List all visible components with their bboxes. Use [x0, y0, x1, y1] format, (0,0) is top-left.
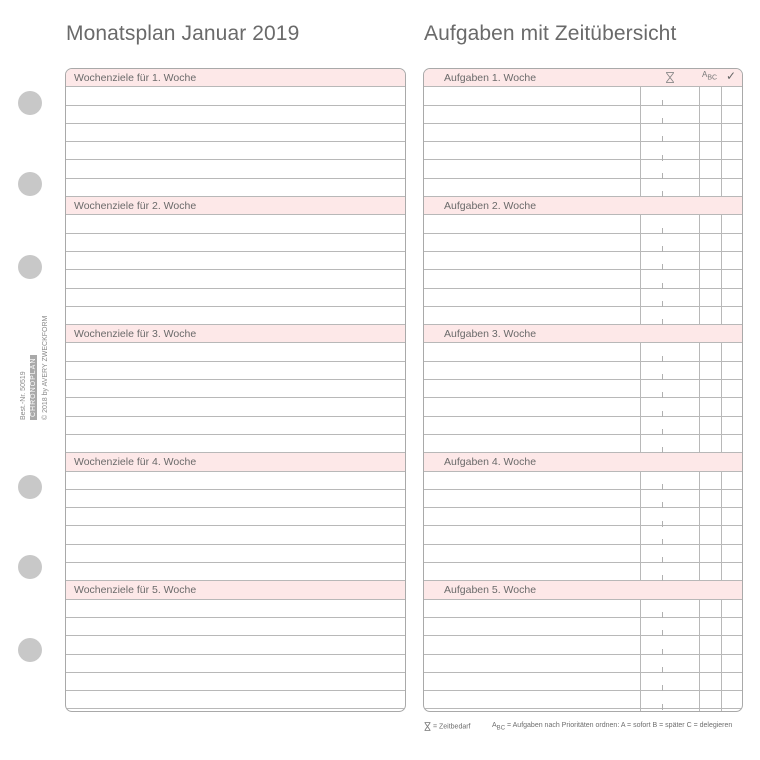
goals-line[interactable] — [66, 691, 405, 709]
tasks-line[interactable] — [424, 527, 742, 545]
tasks-line[interactable] — [424, 215, 742, 233]
goals-line[interactable] — [66, 362, 405, 380]
tasks-line[interactable] — [424, 179, 742, 197]
time-legend-text: = Zeitbedarf — [432, 723, 471, 731]
tasks-line[interactable] — [424, 362, 742, 380]
tasks-line[interactable] — [424, 307, 742, 325]
priority-legend — [492, 722, 732, 731]
goals-line[interactable] — [66, 472, 405, 490]
tasks-line[interactable] — [424, 563, 742, 581]
tasks-line[interactable] — [424, 380, 742, 398]
goals-header-label: Wochenziele für 3. Woche — [74, 328, 197, 341]
tasks-line[interactable] — [424, 673, 742, 691]
goals-line[interactable] — [66, 417, 405, 435]
tasks-line[interactable] — [424, 289, 742, 307]
priority-legend-text: = Aufgaben nach Prioritäten ordnen: A = sofort B = später C = delegieren — [506, 722, 733, 729]
goals-line[interactable] — [66, 545, 405, 563]
tasks-line[interactable] — [424, 252, 742, 270]
goals-line[interactable] — [66, 508, 405, 526]
goals-line[interactable] — [66, 380, 405, 398]
tasks-line[interactable] — [424, 472, 742, 490]
side-imprint — [20, 315, 60, 430]
tasks-line[interactable] — [424, 398, 742, 416]
tasks-line[interactable] — [424, 87, 742, 105]
goals-line[interactable] — [66, 435, 405, 453]
tasks-header-row — [424, 581, 742, 599]
tasks-line[interactable] — [424, 161, 742, 179]
binder-hole — [18, 91, 42, 115]
tasks-header-label: Aufgaben 3. Woche — [444, 328, 537, 341]
goals-line[interactable] — [66, 124, 405, 142]
order-number: Best.-Nr. 50519 — [20, 371, 27, 420]
tasks-line[interactable] — [424, 545, 742, 563]
goals-line[interactable] — [66, 618, 405, 636]
goals-line[interactable] — [66, 636, 405, 654]
tasks-line[interactable] — [424, 234, 742, 252]
abc-priority-icon: $A_{BC}$ — [702, 70, 718, 82]
tasks-line[interactable] — [424, 655, 742, 673]
binder-hole — [18, 638, 42, 662]
tasks-header-label: Aufgaben 2. Woche — [444, 200, 537, 213]
hourglass-icon — [665, 72, 675, 83]
tasks-header-row — [424, 325, 742, 343]
copyright-text: © 2018 by AVERY ZWECKFORM — [42, 315, 49, 420]
goals-header-label: Wochenziele für 2. Woche — [74, 200, 197, 213]
goals-line[interactable] — [66, 106, 405, 124]
goals-line[interactable] — [66, 655, 405, 673]
tasks-header-label: Aufgaben 5. Woche — [444, 584, 537, 597]
tasks-header-label: Aufgaben 4. Woche — [444, 456, 537, 469]
goals-line[interactable] — [66, 87, 405, 105]
tasks-line[interactable] — [424, 124, 742, 142]
tasks-line[interactable] — [424, 600, 742, 618]
hourglass-icon — [424, 722, 431, 731]
tasks-line[interactable] — [424, 417, 742, 435]
binder-hole — [18, 555, 42, 579]
goals-line[interactable] — [66, 252, 405, 270]
goals-header-label: Wochenziele für 1. Woche — [74, 72, 197, 84]
tasks-line[interactable] — [424, 508, 742, 526]
goals-header-row — [66, 69, 405, 87]
tasks-line[interactable] — [424, 106, 742, 124]
goals-line[interactable] — [66, 344, 405, 362]
goals-line[interactable] — [66, 600, 405, 618]
checkmark-icon: ✓ — [726, 69, 737, 83]
brand-label: CHRONOPLAN — [30, 355, 37, 420]
tasks-header-row — [424, 197, 742, 215]
tasks-line[interactable] — [424, 636, 742, 654]
goals-line[interactable] — [66, 289, 405, 307]
abc-icon: $A_{BC}$ — [492, 722, 506, 732]
goals-line[interactable] — [66, 179, 405, 197]
tasks-line[interactable] — [424, 490, 742, 508]
goals-line[interactable] — [66, 673, 405, 691]
goals-header-row — [66, 197, 405, 215]
tasks-header-row — [424, 453, 742, 471]
binder-hole — [18, 172, 42, 196]
tasks-header-row — [424, 69, 742, 87]
goals-line[interactable] — [66, 142, 405, 160]
goals-line[interactable] — [66, 490, 405, 508]
tasks-line[interactable] — [424, 618, 742, 636]
tasks-line[interactable] — [424, 142, 742, 160]
goals-line[interactable] — [66, 398, 405, 416]
goals-header-row — [66, 325, 405, 343]
page-title-right: Aufgaben mit Zeitübersicht — [424, 22, 677, 45]
tasks-line[interactable] — [424, 435, 742, 453]
goals-line[interactable] — [66, 161, 405, 179]
goals-line[interactable] — [66, 270, 405, 288]
tasks-line[interactable] — [424, 344, 742, 362]
tasks-panel — [423, 68, 743, 712]
goals-line[interactable] — [66, 234, 405, 252]
binder-hole — [18, 255, 42, 279]
goals-header-row — [66, 453, 405, 471]
goals-header-label: Wochenziele für 5. Woche — [74, 584, 197, 597]
goals-line[interactable] — [66, 215, 405, 233]
goals-header-row — [66, 581, 405, 599]
goals-line[interactable] — [66, 563, 405, 581]
weekly-goals-panel — [65, 68, 406, 712]
page-title-left: Monatsplan Januar 2019 — [66, 22, 300, 45]
tasks-line[interactable] — [424, 270, 742, 288]
binder-hole — [18, 475, 42, 499]
tasks-line[interactable] — [424, 691, 742, 709]
goals-line[interactable] — [66, 527, 405, 545]
goals-header-label: Wochenziele für 4. Woche — [74, 456, 197, 469]
tasks-header-label: Aufgaben 1. Woche — [444, 72, 537, 84]
time-tick — [662, 704, 663, 710]
goals-line[interactable] — [66, 307, 405, 325]
time-legend — [424, 722, 471, 731]
